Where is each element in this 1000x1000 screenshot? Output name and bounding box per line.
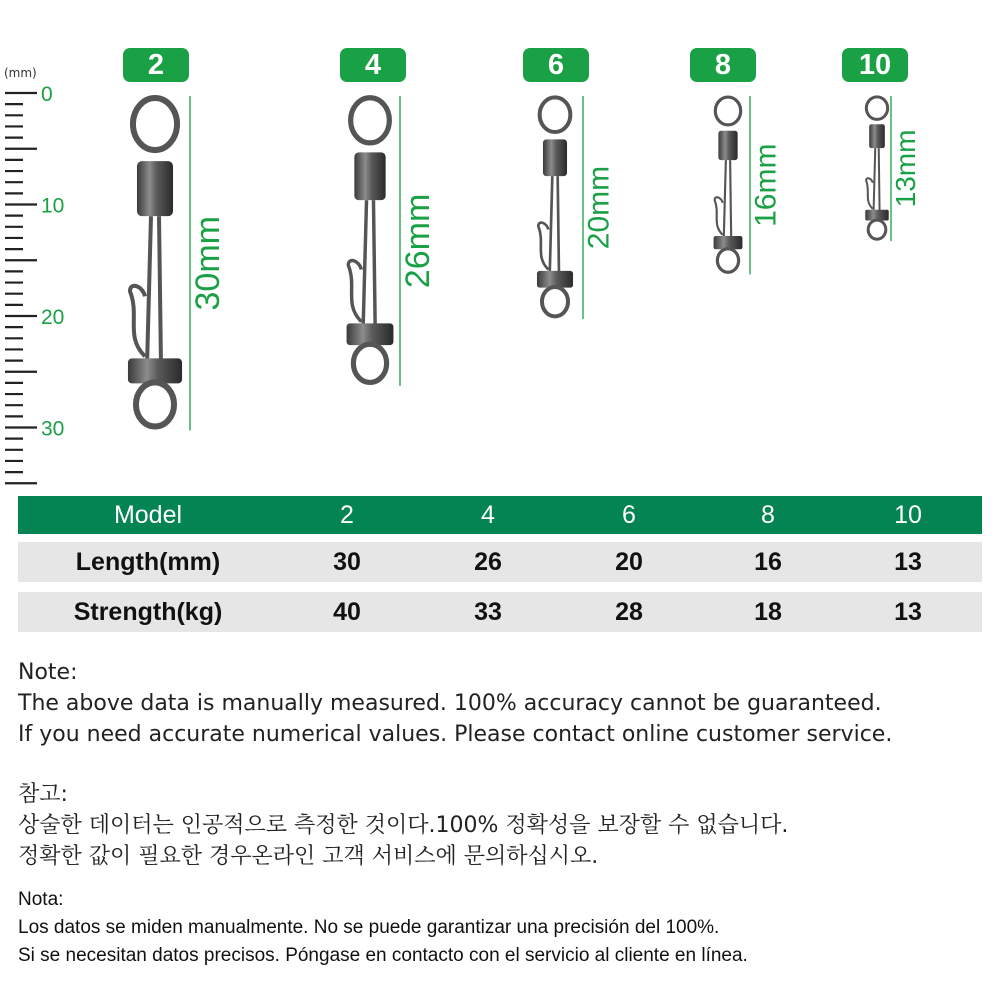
cell: 20 — [615, 547, 643, 576]
snap-clip — [538, 223, 548, 270]
snap-loop — [136, 382, 174, 426]
cell: 13 — [894, 597, 922, 626]
snap-loop — [717, 249, 738, 273]
swivel-barrel — [354, 152, 385, 200]
snap-wire — [363, 200, 375, 330]
ruler-label: 0 — [41, 83, 53, 106]
swivel-eye — [715, 97, 740, 125]
header-cell: 4 — [481, 500, 495, 529]
header-cell: 8 — [761, 500, 775, 529]
note-en-line: The above data is manually measured. 100% accuracy cannot be guaranteed. — [18, 691, 882, 716]
swivel-model-8 — [714, 96, 783, 274]
cell: 40 — [333, 597, 361, 626]
snap-clip — [130, 286, 145, 357]
product-illustration — [0, 0, 1000, 490]
header-cell: 6 — [622, 500, 636, 529]
snap-wire — [874, 148, 880, 213]
snap-clip — [348, 261, 361, 322]
swivel-eye — [133, 98, 177, 150]
swivel-barrel — [718, 131, 737, 160]
header-cell: 2 — [340, 500, 354, 529]
snap-wire — [147, 216, 161, 366]
swivel-drawings — [0, 0, 1000, 490]
note-es-title: Nota: — [18, 889, 64, 910]
swivel-eye — [351, 98, 390, 143]
swivel-model-10 — [865, 96, 921, 241]
snap-clip — [866, 178, 873, 209]
ruler-label: 10 — [41, 194, 65, 218]
header-model: Model — [113, 500, 183, 529]
model-badge-4: 4 — [340, 48, 406, 82]
note-ko-line: 상술한 데이터는 인공적으로 측정한 것이다.100% 정확성을 보장할 수 없습니다. — [18, 813, 789, 838]
swivel-model-4 — [347, 96, 437, 386]
snap-loop — [868, 220, 886, 239]
header-cell: 10 — [894, 500, 922, 529]
cell: 30 — [333, 547, 361, 576]
cell: 26 — [474, 547, 502, 576]
table-row-length — [18, 542, 982, 582]
note-ko-title: 참고: — [18, 782, 68, 807]
swivel-eye — [866, 97, 887, 120]
snap-loop — [542, 287, 568, 316]
table-header — [18, 496, 982, 534]
row-label: Length(mm) — [75, 547, 221, 576]
model-badge-10: 10 — [842, 48, 908, 82]
snap-wire — [724, 160, 731, 240]
dimension-label: 20mm — [582, 165, 616, 250]
cell: 33 — [474, 597, 502, 626]
model-badge-2: 2 — [123, 48, 189, 82]
snap-clip — [715, 197, 723, 235]
snap-wire — [550, 176, 559, 276]
dimension-label: 16mm — [749, 143, 783, 227]
cell: 16 — [754, 547, 782, 576]
model-badge-6: 6 — [523, 48, 589, 82]
ruler-label: 30 — [41, 417, 65, 441]
swivel-model-6 — [537, 96, 616, 319]
note-en-line: If you need accurate numerical values. Please contact online customer service. — [18, 722, 893, 747]
note-es-line: Los datos se miden manualmente. No se puede garantizar una precisión del 100%. — [18, 917, 720, 938]
ruler-unit-label: (mm) — [4, 66, 37, 80]
cell: 28 — [615, 597, 643, 626]
cell: 13 — [894, 547, 922, 576]
note-es-line: Si se necesitan datos precisos. Póngase en contacto con el servicio al cliente en línea. — [18, 945, 748, 966]
swivel-model-2 — [128, 96, 227, 431]
swivel-eye — [540, 97, 571, 132]
note-ko-line: 정확한 값이 필요한 경우온라인 고객 서비스에 문의하십시오. — [18, 844, 599, 869]
swivel-barrel — [543, 139, 567, 176]
dimension-label: 30mm — [188, 216, 227, 311]
dimension-label: 13mm — [889, 129, 921, 208]
snap-loop — [353, 344, 386, 382]
swivel-barrel — [137, 161, 173, 216]
note-en-title: Note: — [18, 660, 78, 685]
table-row-strength — [18, 592, 982, 632]
dimension-label: 26mm — [398, 193, 437, 289]
row-label: Strength(kg) — [73, 597, 223, 626]
cell: 18 — [754, 597, 782, 626]
ruler-label: 20 — [41, 306, 65, 329]
model-badge-8: 8 — [690, 48, 756, 82]
swivel-barrel — [869, 124, 885, 148]
